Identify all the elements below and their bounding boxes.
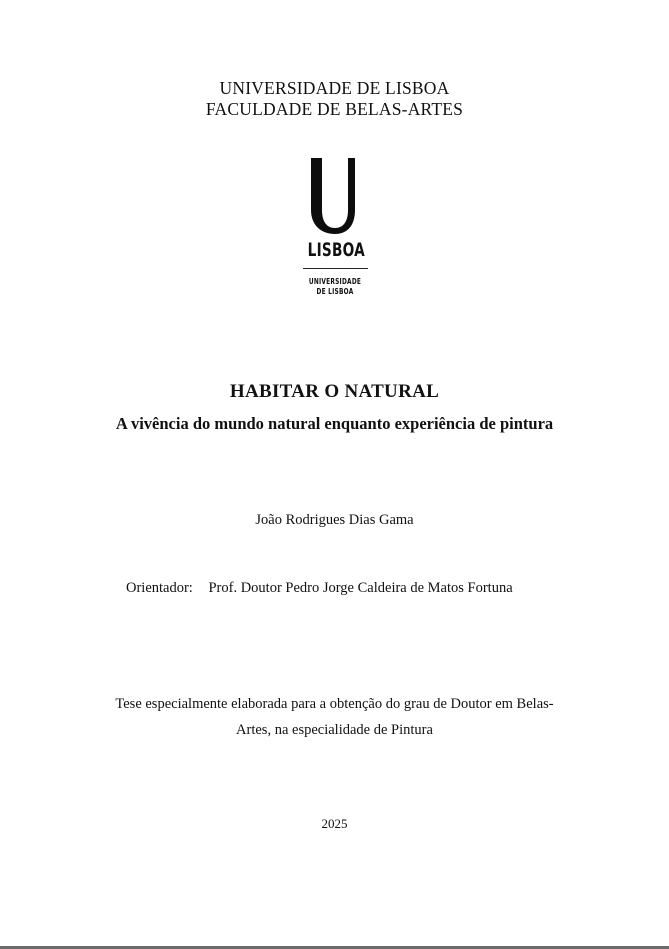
university-name: UNIVERSIDADE DE LISBOA [219, 78, 450, 98]
logo-divider [303, 268, 368, 269]
faculty-name: FACULDADE DE BELAS-ARTES [205, 99, 464, 119]
ulisboa-u-logo-icon [297, 156, 373, 240]
logo-wordmark: LISBOA [307, 239, 365, 261]
author-name: João Rodrigues Dias Gama [255, 512, 414, 528]
thesis-title: HABITAR O NATURAL [229, 381, 440, 402]
thesis-subtitle: A vivência do mundo natural enquanto experiência de pintura [115, 414, 554, 433]
advisor-line [126, 579, 513, 597]
advisor-name: Prof. Doutor Pedro Jorge Caldeira de Matos Fortuna [208, 580, 513, 596]
logo-subtext-line1: UNIVERSIDADE [308, 277, 362, 286]
thesis-purpose-line1: Tese especialmente elaborada para a obtenção do grau de Doutor em Belas- [115, 696, 554, 712]
logo-subtext-line2: DE LISBOA [316, 287, 354, 296]
thesis-purpose-line2: Artes, na especialidade de Pintura [236, 722, 433, 738]
publication-year: 2025 [321, 816, 348, 831]
university-logo [297, 156, 373, 301]
advisor-label: Orientador: [126, 580, 193, 596]
